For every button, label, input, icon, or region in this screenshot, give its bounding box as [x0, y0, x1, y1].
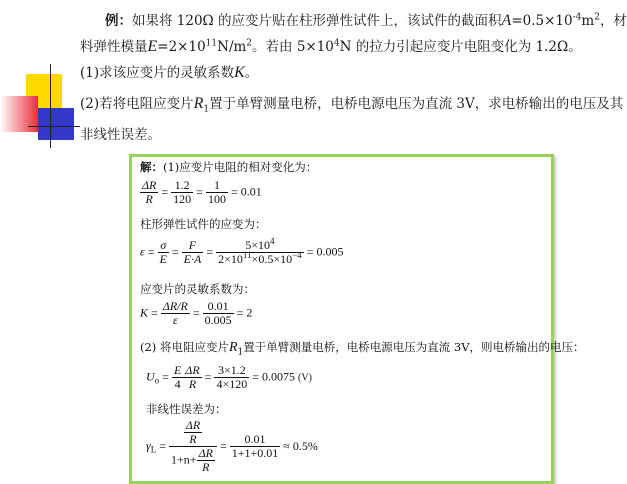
solution-title: 解： [140, 160, 163, 174]
equation-strain: ε = $\frac{\sigma}{E}$ = $\frac{F}{E\cdot A}$ = $\frac{5\times 10^4}{2\times 10^{11}\times 0.5\times 10^{-4}}$ = 0.005 [140, 236, 344, 266]
question-line-1: 例：如果将 120Ω 的应变片贴在柱形弹性试件上，该试件的截面积$A=0.5\times 10^{-4}m^2$，材 [105, 12, 627, 29]
vertical-line [50, 64, 51, 148]
solution-step-4: (2) 将电阻应变片$R_1$置于单臂测量电桥，电桥电源电压为直流 3V，则电桥输出的电压： [140, 340, 585, 358]
solution-step-5: 非线性误差为： [146, 402, 227, 416]
horizontal-line [28, 126, 80, 127]
equation-relative-resistance: $\frac{\Delta R}{R}$ = $\frac{1.2}{120}$ = $\frac{1}{100}$ = 0.01 [142, 178, 262, 206]
question-part-1: (1)求该应变片的灵敏系数K。 [80, 64, 259, 81]
solution-step-3: 应变片的灵敏系数为： [140, 282, 255, 296]
example-label: 例： [105, 13, 132, 29]
equation-sensitivity: K = $\frac{\Delta R/R}{\varepsilon}$ = $\frac{0.01}{0.005}$ = 2 [140, 299, 253, 327]
blue-square [38, 108, 74, 140]
decorative-corner-graphic [0, 0, 80, 150]
equation-output-voltage: $U_o$ = $\frac{E}{4}$ $\frac{\Delta R}{R}$ = $\frac{3\times 1.2}{4\times 120}$ = 0.0075 (V) [146, 363, 312, 391]
solution-step-2: 柱形弹性试件的应变为： [140, 217, 267, 231]
question-part-2-cont: 非线性误差。 [80, 127, 161, 143]
solution-box [129, 154, 585, 484]
solution-step-1: 解：(1)应变片电阻的相对变化为： [140, 160, 318, 174]
question-part-2: (2)若将电阻应变片$R_1$置于单臂测量电桥，电桥电源电压为直流 3V，求电桥输出的电压及其 [80, 95, 624, 115]
equation-nonlinearity: $\gamma_L$ = $\frac{\Delta R}{R}$ 1+n+ $\frac{\Delta R}{R}$ = $\frac{0.01}{1+1+0.01}$ ≈ 0.5% [146, 418, 318, 474]
question-line-2: 料弹性模量$E=2\times 10^{11}N/m^2$。若由 $5\times 10^4N$ 的拉力引起应变片电阻变化为 1.2Ω。 [80, 38, 582, 55]
